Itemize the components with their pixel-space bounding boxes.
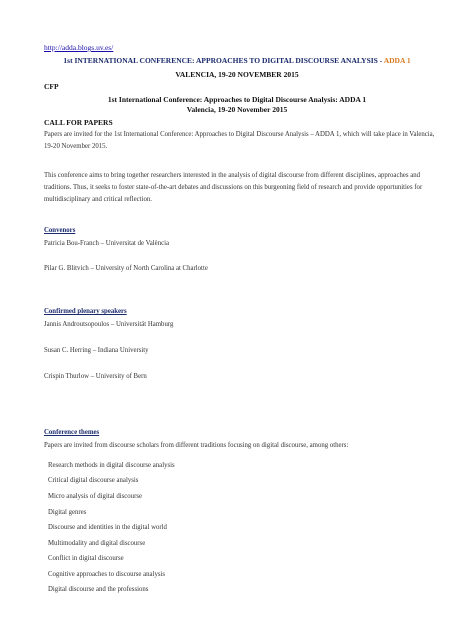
theme-item: Multimodality and digital discourse — [48, 540, 146, 547]
plenary-speaker-item: Jannis Androutsopoulos – Universität Hamburg — [44, 321, 174, 328]
cfp-paragraph-2: This conference aims to bring together researchers interested in the analysis of digital discourse from different disciplines, approaches and traditions. Thus, it seeks to foster state-of-the-art debates and discussions on this burgeoning field of research and provide opportunities for multidisciplinary and critical reflection. — [44, 172, 423, 203]
call-for-papers-label: CALL FOR PAPERS — [44, 118, 113, 127]
cfp-paragraph-1: Papers are invited for the 1st International Conference: Approaches to Digital Discourse Analysis – ADDA 1, which will take place in Valencia, 19-20 November 2015. — [44, 131, 435, 150]
theme-item: Digital genres — [48, 509, 87, 516]
theme-item: Discourse and identities in the digital world — [48, 524, 167, 531]
convenors-heading: Convenors — [44, 227, 76, 234]
theme-item: Research methods in digital discourse analysis — [48, 462, 175, 469]
theme-item: Micro analysis of digital discourse — [48, 493, 143, 500]
conference-title-main: 1st INTERNATIONAL CONFERENCE: APPROACHES TO DIGITAL DISCOURSE ANALYSIS — [63, 56, 378, 65]
themes-intro: Papers are invited from discourse scholars from different traditions focusing on digital discourse, among others: — [44, 442, 349, 449]
theme-item: Conflict in digital discourse — [48, 555, 124, 562]
convenor-item: Patricia Bou-Franch – Universitat de València — [44, 240, 170, 247]
conference-title — [0, 56, 474, 65]
theme-item: Cognitive approaches to discourse analysis — [48, 571, 166, 578]
cfp-subtitle-2: Valencia, 19-20 November 2015 — [186, 105, 288, 114]
theme-item: Critical digital discourse analysis — [48, 477, 139, 484]
conference-title-accent: ADDA 1 — [383, 56, 411, 65]
theme-item: Digital discourse and the professions — [48, 586, 149, 593]
themes-heading: Conference themes — [44, 429, 100, 436]
plenary-speaker-item: Susan C. Herring – Indiana University — [44, 347, 149, 354]
location-date: VALENCIA, 19-20 NOVEMBER 2015 — [175, 70, 299, 79]
plenary-heading: Confirmed plenary speakers — [44, 308, 127, 315]
convenor-item: Pilar G. Blitvich – University of North Carolina at Charlotte — [44, 265, 208, 272]
plenary-speaker-item: Crispin Thurlow – University of Bern — [44, 373, 147, 380]
cfp-label: CFP — [44, 82, 59, 91]
cfp-subtitle-1: 1st International Conference: Approaches to Digital Discourse Analysis: ADDA 1 — [107, 95, 367, 104]
conference-title-sep: - — [377, 56, 384, 65]
blog-link[interactable]: http://adda.blogs.uv.es/ — [44, 43, 114, 52]
